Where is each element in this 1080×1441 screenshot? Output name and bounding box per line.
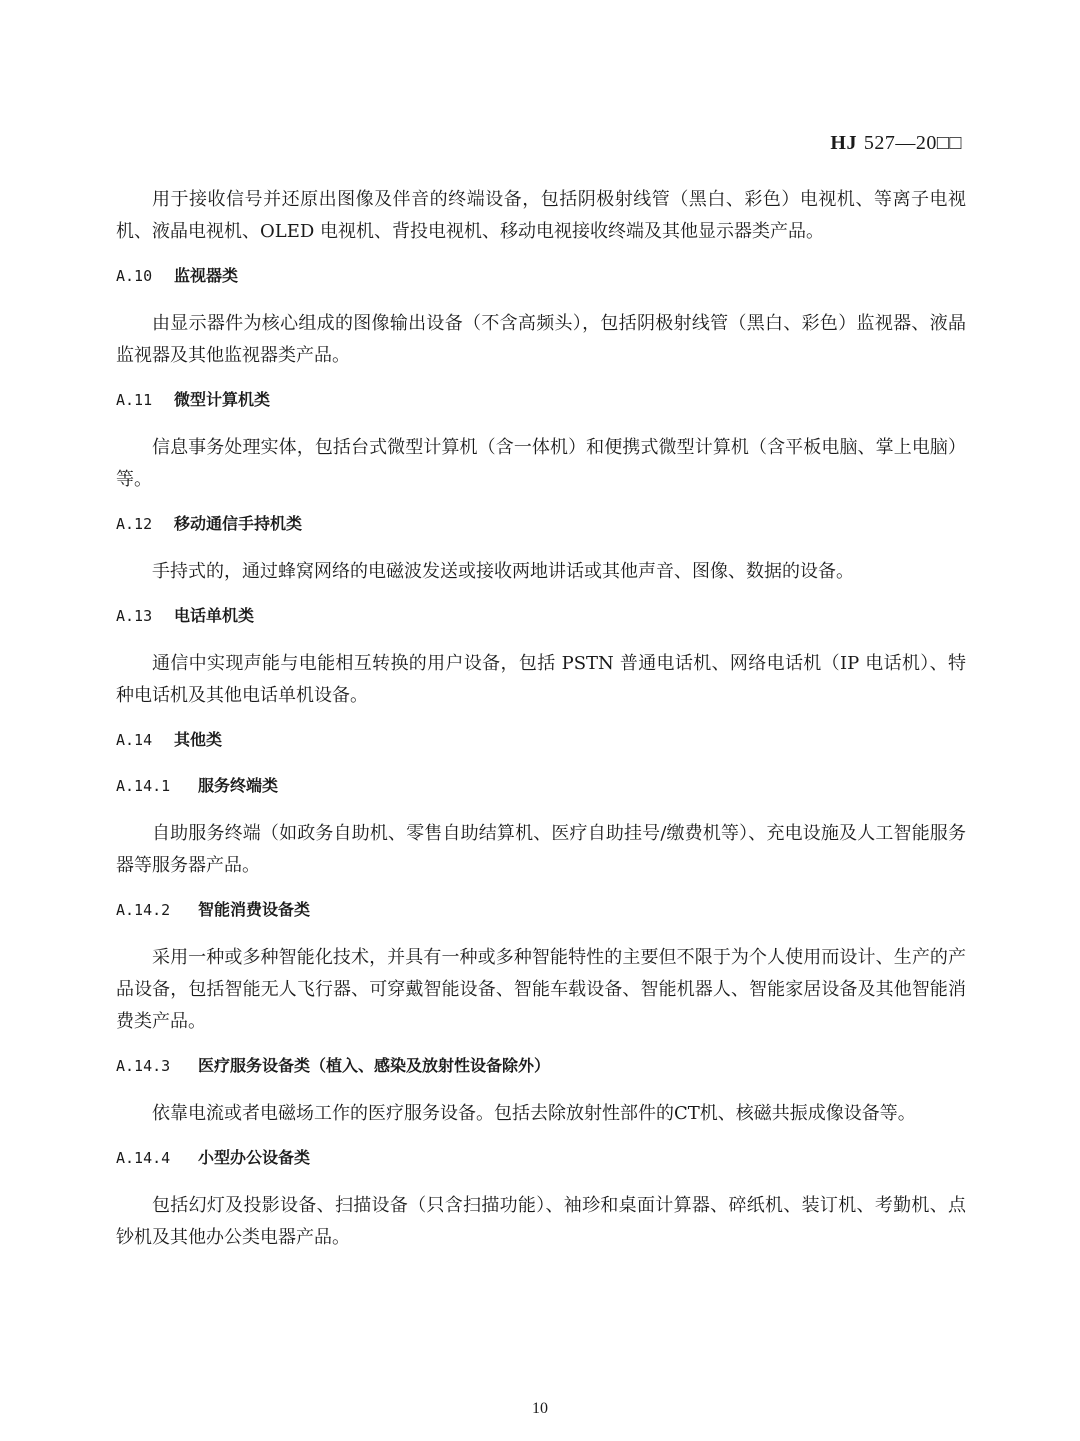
section-number: A.14.2 [116,901,171,919]
standard-code-header [830,130,962,155]
section-title: 小型办公设备类 [198,1148,311,1167]
standard-prefix: HJ [830,132,857,154]
section-title: 电话单机类 [174,606,255,625]
section-number: A.14.3 [116,1057,171,1075]
section-number: A.14.1 [116,777,171,795]
section-number: A.11 [116,391,153,409]
section-title: 服务终端类 [198,776,279,795]
section-heading-a13 [116,602,966,630]
page-number: 10 [532,1400,548,1417]
paragraph-monitor-definition: 由显示器件为核心组成的图像输出设备（不含高频头），包括阴极射线管（黑白、彩色）监视器、液晶监视器及其他监视器类产品。 [116,313,966,366]
section-heading-a11 [116,386,966,414]
paragraph-service-terminal-definition: 自助服务终端（如政务自助机、零售自助结算机、医疗自助挂号/缴费机等）、充电设施及人工智能服务器等服务器产品。 [116,823,966,876]
paragraph-tv-definition: 用于接收信号并还原出图像及伴音的终端设备，包括阴极射线管（黑白、彩色）电视机、等离子电视机、液晶电视机、OLED 电视机、背投电视机、移动电视接收终端及其他显示器类产品。 [116,189,966,242]
section-heading-a12 [116,510,966,538]
section-heading-a14-2 [116,896,966,924]
section-number: A.14 [116,731,153,749]
section-title: 医疗服务设备类（植入、感染及放射性设备除外） [198,1056,551,1075]
section-heading-a14-3 [116,1052,966,1080]
standard-number: 527—20□□ [863,132,962,154]
paragraph-medical-definition: 依靠电流或者电磁场工作的医疗服务设备。包括去除放射性部件的CT机、核磁共振成像设备等。 [152,1103,916,1124]
section-number: A.10 [116,267,153,285]
section-title: 微型计算机类 [174,390,271,409]
document-body [116,184,966,1254]
paragraph-telephone-definition: 通信中实现声能与电能相互转换的用户设备，包括 PSTN 普通电话机、网络电话机（IP 电话机）、特种电话机及其他电话单机设备。 [116,653,966,706]
section-title: 监视器类 [174,266,239,285]
section-number: A.12 [116,515,153,533]
paragraph-office-equipment-definition: 包括幻灯及投影设备、扫描设备（只含扫描功能）、袖珍和桌面计算器、碎纸机、装订机、考勤机、点钞机及其他办公类电器产品。 [116,1195,966,1248]
section-heading-a14-1 [116,772,966,800]
paragraph-smart-consumer-definition: 采用一种或多种智能化技术，并具有一种或多种智能特性的主要但不限于为个人使用而设计、生产的产品设备，包括智能无人飞行器、可穿戴智能设备、智能车载设备、智能机器人、智能家居设备及其他智能消费类产品。 [116,947,966,1032]
section-heading-a14 [116,726,966,754]
section-title: 其他类 [174,730,223,749]
section-heading-a10 [116,262,966,290]
section-title: 移动通信手持机类 [174,514,303,533]
section-number: A.13 [116,607,153,625]
section-title: 智能消费设备类 [198,900,311,919]
section-heading-a14-4 [116,1144,966,1172]
paragraph-computer-definition: 信息事务处理实体，包括台式微型计算机（含一体机）和便携式微型计算机（含平板电脑、掌上电脑）等。 [116,437,966,490]
section-number: A.14.4 [116,1149,171,1167]
paragraph-mobile-definition: 手持式的，通过蜂窝网络的电磁波发送或接收两地讲话或其他声音、图像、数据的设备。 [152,561,854,582]
